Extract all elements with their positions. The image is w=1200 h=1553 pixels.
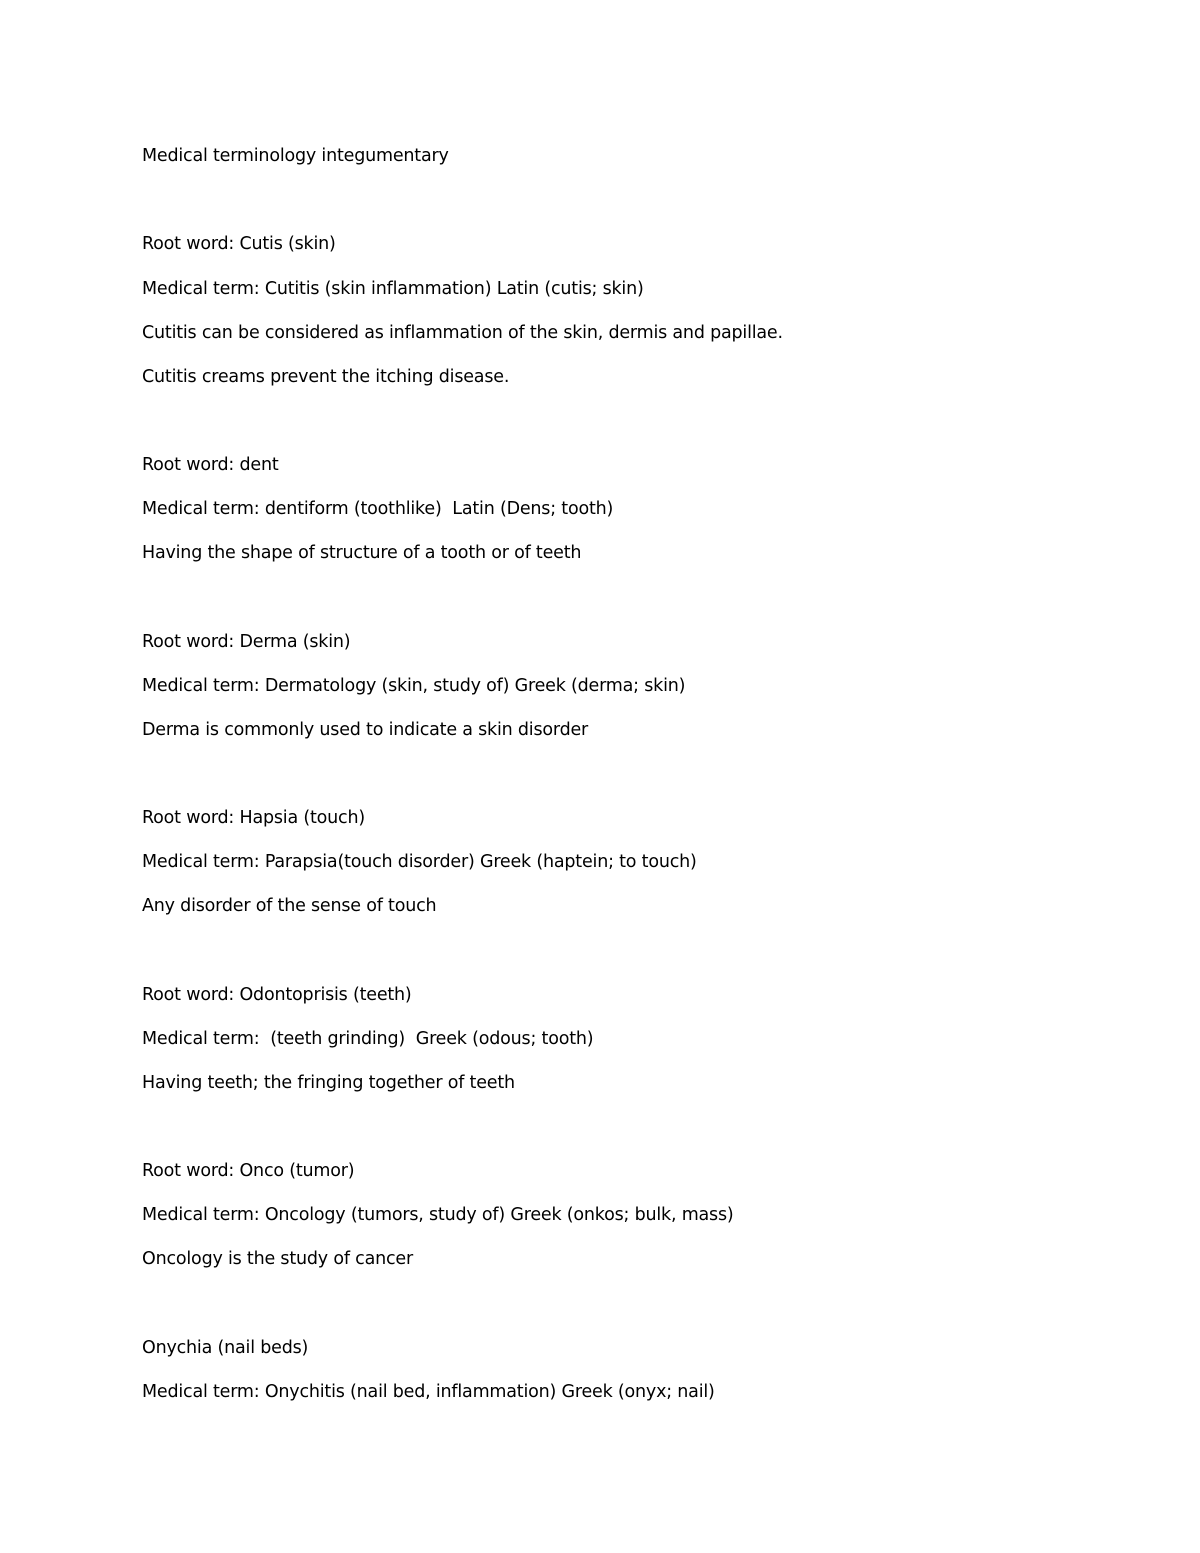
document-title: Medical terminology integumentary — [142, 146, 449, 166]
entry-7-term: Medical term: Onychitis (nail bed, inflammation) Greek (onyx; nail) — [142, 1382, 715, 1402]
entry-2-root: Root word: dent — [142, 455, 279, 475]
entry-2-note-1: Having the shape of structure of a tooth or of teeth — [142, 543, 582, 563]
entry-6-note-1: Oncology is the study of cancer — [142, 1249, 413, 1269]
entry-1-note-2: Cutitis creams prevent the itching disease. — [142, 367, 510, 387]
entry-4-note-1: Any disorder of the sense of touch — [142, 896, 437, 916]
entry-3-note-1: Derma is commonly used to indicate a skin disorder — [142, 720, 589, 740]
entry-5-note-1: Having teeth; the fringing together of teeth — [142, 1073, 515, 1093]
entry-1-term: Medical term: Cutitis (skin inflammation) Latin (cutis; skin) — [142, 279, 644, 299]
entry-5-term: Medical term: (teeth grinding) Greek (odous; tooth) — [142, 1029, 594, 1049]
entry-6-root: Root word: Onco (tumor) — [142, 1161, 355, 1181]
entry-3-term: Medical term: Dermatology (skin, study of) Greek (derma; skin) — [142, 676, 686, 696]
entry-2-term: Medical term: dentiform (toothlike) Latin (Dens; tooth) — [142, 499, 614, 519]
entry-5-root: Root word: Odontoprisis (teeth) — [142, 985, 412, 1005]
entry-6-term: Medical term: Oncology (tumors, study of) Greek (onkos; bulk, mass) — [142, 1205, 734, 1225]
entry-1-root: Root word: Cutis (skin) — [142, 234, 336, 254]
entry-4-term: Medical term: Parapsia(touch disorder) Greek (haptein; to touch) — [142, 852, 697, 872]
entry-3-root: Root word: Derma (skin) — [142, 632, 351, 652]
entry-4-root: Root word: Hapsia (touch) — [142, 808, 365, 828]
entry-7-root: Onychia (nail beds) — [142, 1338, 309, 1358]
entry-1-note-1: Cutitis can be considered as inflammation of the skin, dermis and papillae. — [142, 323, 783, 343]
